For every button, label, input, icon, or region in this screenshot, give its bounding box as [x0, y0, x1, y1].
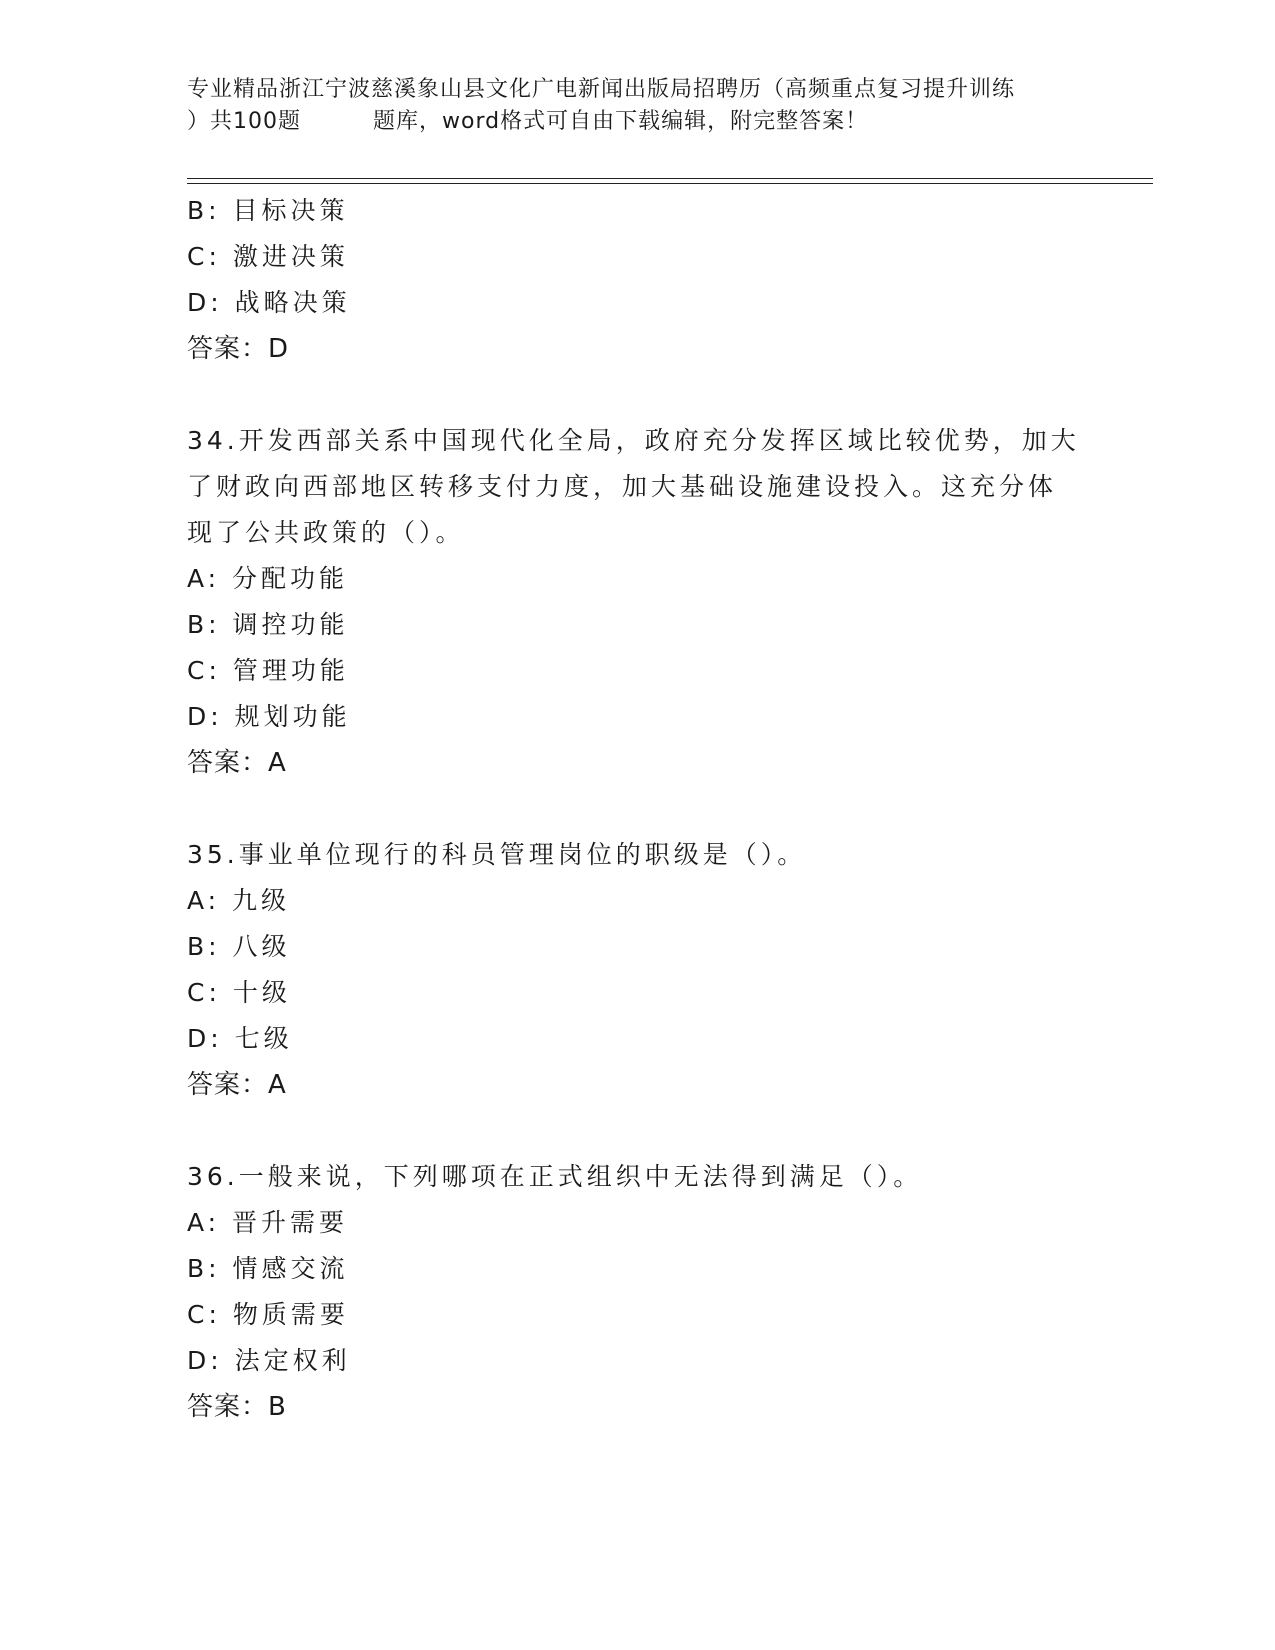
- header-rule-top: [187, 178, 1153, 179]
- header-line-1: 专业精品浙江宁波慈溪象山县文化广电新闻出版局招聘历（高频重点复习提升训练: [187, 77, 1016, 102]
- answer-line: 答案：A: [187, 1070, 287, 1100]
- option-c: C: 管理功能: [187, 656, 349, 685]
- question-text-line: 现了公共政策的（）。: [187, 518, 465, 547]
- option-a: A: 分配功能: [187, 564, 349, 593]
- option-b: B: 八级: [187, 932, 291, 961]
- header-line-2: [187, 106, 1087, 138]
- page-header: [187, 74, 1087, 138]
- question-content: [187, 188, 1087, 1430]
- header-rule-bottom: [187, 183, 1153, 184]
- option-b: B: 目标决策: [187, 196, 349, 225]
- option-b: B: 情感交流: [187, 1254, 349, 1283]
- option-c: C: 激进决策: [187, 242, 349, 271]
- option-c: C: 物质需要: [187, 1300, 349, 1329]
- header-line-2-part-1: ）共100题: [187, 109, 301, 134]
- option-d: D: 战略决策: [187, 288, 351, 317]
- question-text-line: 35.事业单位现行的科员管理岗位的职级是（）。: [187, 840, 807, 869]
- answer-line: 答案：B: [187, 1392, 287, 1422]
- option-a: A: 九级: [187, 886, 291, 915]
- option-c: C: 十级: [187, 978, 291, 1007]
- answer-line: 答案：D: [187, 334, 290, 364]
- answer-line: 答案：A: [187, 748, 287, 778]
- option-a: A: 晋升需要: [187, 1208, 349, 1237]
- option-d: D: 规划功能: [187, 702, 351, 731]
- question-text-line: 36.一般来说，下列哪项在正式组织中无法得到满足（）。: [187, 1162, 923, 1191]
- question-35: [187, 832, 1087, 1108]
- option-d: D: 七级: [187, 1024, 293, 1053]
- question-34: [187, 418, 1087, 786]
- option-d: D: 法定权利: [187, 1346, 351, 1375]
- previous-question-block: [187, 188, 1087, 372]
- question-text-line: 了财政向西部地区转移支付力度，加大基础设施建设投入。这充分体: [187, 472, 1058, 501]
- option-b: B: 调控功能: [187, 610, 349, 639]
- question-text-line: 34.开发西部关系中国现代化全局，政府充分发挥区域比较优势，加大: [187, 426, 1080, 455]
- spacer: [187, 372, 1087, 418]
- header-line-2-part-2: 题库，word格式可自由下载编辑，附完整答案！: [373, 109, 869, 134]
- spacer: [187, 1108, 1087, 1154]
- question-36: [187, 1154, 1087, 1430]
- spacer: [187, 786, 1087, 832]
